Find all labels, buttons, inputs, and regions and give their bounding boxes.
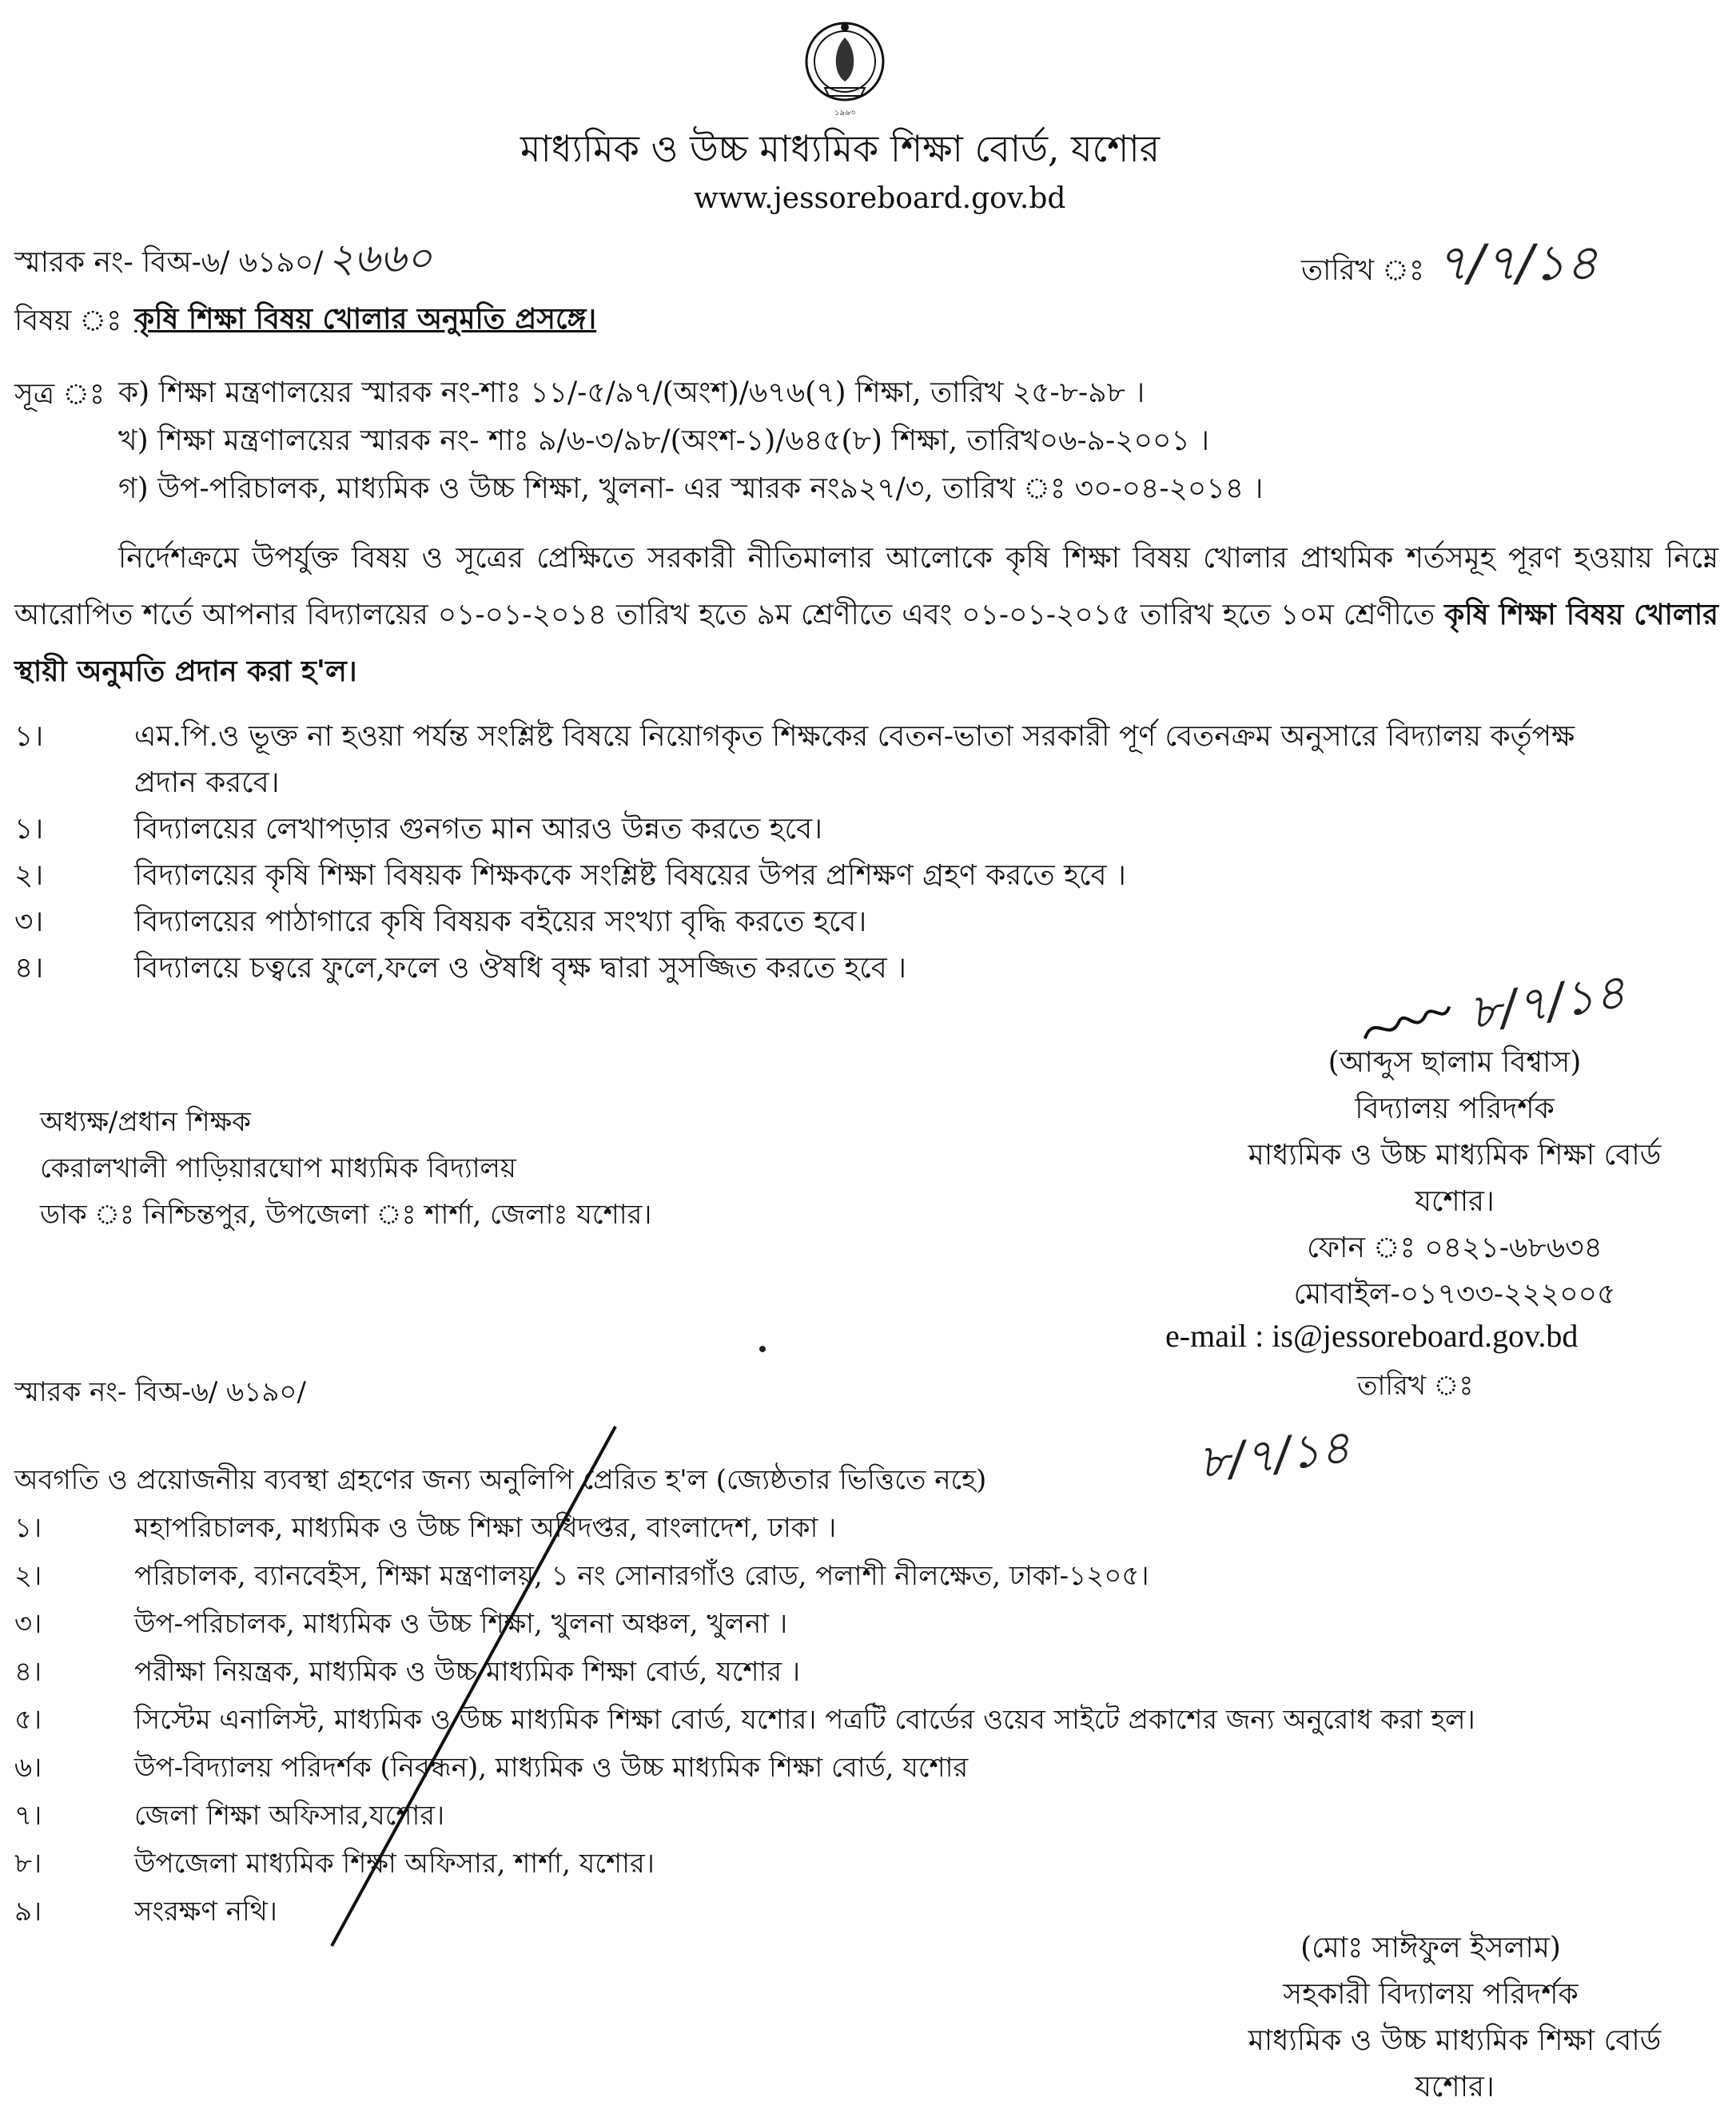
scan-dot xyxy=(759,1346,766,1352)
signatory2-title: সহকারী বিদ্যালয় পরিদর্শক xyxy=(1283,1978,1579,2011)
signatory1-email[interactable]: e-mail : is@jessoreboard.gov.bd xyxy=(1165,1318,1579,1354)
condition-item xyxy=(14,854,1126,901)
condition-number: ৩। xyxy=(14,905,44,938)
copy-text: উপ-বিদ্যালয় পরিদর্শক (নিবন্ধন), মাধ্যমিক ও উচ্চ মাধ্যমিক শিক্ষা বোর্ড, যশোর xyxy=(134,1752,969,1784)
signatory2-org: মাধ্যমিক ও উচ্চ মাধ্যমিক শিক্ষা বোর্ড xyxy=(1248,2024,1662,2057)
condition-text: বিদ্যালয়ে চত্বরে ফুলে,ফলে ও ঔষধি বৃক্ষ দ্বারা সুসজ্জিত করতে হবে । xyxy=(134,952,907,985)
memo-handwritten: ২৬৬০ xyxy=(328,235,432,281)
source-item: খ) শিক্ষা মন্ত্রণালয়ের স্মারক নং- শাঃ ৯/৬-৩/৯৮/(অংশ-১)/৬৪৫(৮) শিক্ষা, তারিখ০৬-৯-২০০১ । xyxy=(118,424,1210,457)
condition-text: বিদ্যালয়ের লেখাপড়ার গুনগত মান আরও উন্নত করতে হবে। xyxy=(134,813,823,846)
condition-text: বিদ্যালয়ের পাঠাগারে কৃষি বিষয়ক বইয়ের সংখ্যা বৃদ্ধি করতে হবে। xyxy=(134,905,867,938)
signatory2-city: যশোর। xyxy=(1415,2071,1495,2103)
subject-text: কৃষি শিক্ষা বিষয় খোলার অনুমতি প্রসঙ্গে। xyxy=(134,302,597,336)
source-label: সূত্র ঃ xyxy=(14,378,106,411)
condition-item xyxy=(14,807,822,855)
pen-strike-mark xyxy=(320,1423,623,1953)
copy-text: উপ-পরিচালক, মাধ্যমিক ও উচ্চ শিক্ষা, খুলনা অঞ্চল, খুলনা । xyxy=(134,1608,788,1640)
condition-number: ৪। xyxy=(14,952,44,985)
copy-item xyxy=(14,1699,1475,1745)
condition-number: ১। xyxy=(14,813,44,846)
copy-text: জেলা শিক্ষা অফিসার,যশোর। xyxy=(134,1800,445,1832)
source-item: ক) শিক্ষা মন্ত্রণালয়ের স্মারক নং-শাঃ ১১/-৫/৯৭/(অংশ)/৬৭৬(৭) শিক্ষা, তারিখ ২৫-৮-৯৮ । xyxy=(118,376,1145,409)
board-website[interactable]: www.jessoreboard.gov.bd xyxy=(694,182,1066,215)
signatory2-name: (মোঃ সাঈফুল ইসলাম) xyxy=(1300,1932,1561,1964)
letter-date xyxy=(1301,225,1598,308)
body-paragraph xyxy=(14,531,1718,700)
signatory1-mobile: মোবাইল-০১৭৩৩-২২২০০৫ xyxy=(1293,1278,1616,1311)
copy-intro: অবগতি ও প্রয়োজনীয় ব্যবস্থা গ্রহণের জন্য অনুলিপি প্রেরিত হ'ল (জ্যেষ্ঠতার ভিত্তিতে নহে) xyxy=(14,1464,987,1496)
svg-text:১৯৬৩: ১৯৬৩ xyxy=(834,109,855,117)
copy-number: ২। xyxy=(14,1560,42,1592)
body-text-bold: কৃষি শিক্ষা বিষয় খোলার স্থায়ী অনুমতি প্রদান করা হ'ল। xyxy=(14,598,1718,688)
condition-text: এম.পি.ও ভূক্ত না হওয়া পর্যন্ত সংশ্লিষ্ট বিষয়ে নিয়োগকৃত শিক্ষকের বেতন-ভাতা সরকারী পূর্ণ বেতনক্রম অনুসারে বিদ্যালয় কর্তৃপক্ষ xyxy=(134,720,1575,753)
copy-text: সংরক্ষণ নথি। xyxy=(134,1896,277,1928)
date-label: তারিখ ঃ xyxy=(1301,254,1425,287)
copy-number: ৪। xyxy=(14,1656,42,1688)
condition-item-continuation xyxy=(134,761,280,809)
memo-number xyxy=(14,229,432,295)
copy-date-label: তারিখ ঃ xyxy=(1357,1370,1474,1402)
board-seal xyxy=(801,18,889,121)
condition-text: প্রদান করবে। xyxy=(134,766,280,799)
copy-memo-number: স্মারক নং- বিঅ-৬/ ৬১৯০/ xyxy=(14,1376,306,1408)
condition-number: ২। xyxy=(14,859,44,892)
copy-number: ৩। xyxy=(14,1608,42,1640)
condition-item xyxy=(14,900,866,948)
copy-text: পরীক্ষা নিয়ন্ত্রক, মাধ্যমিক ও উচ্চ মাধ্যমিক শিক্ষা বোর্ড, যশোর । xyxy=(134,1656,801,1688)
signatory1-name: (আব্দুস ছালাম বিশ্বাস) xyxy=(1328,1046,1582,1079)
copy-number: ৯। xyxy=(14,1896,42,1928)
memo-label: স্মারক নং- বিঅ-৬/ ৬১৯০/ xyxy=(14,246,324,279)
date-handwritten: ৭/৭/১৪ xyxy=(1435,233,1598,292)
signature-date: ৮/৭/১৪ xyxy=(1465,964,1630,1041)
condition-item xyxy=(14,714,1575,762)
source-item: গ) উপ-পরিচালক, মাধ্যমিক ও উচ্চ শিক্ষা, খুলনা- এর স্মারক নং৯২৭/৩, তারিখ ঃ ৩০-০৪-২০১৪ । xyxy=(118,472,1264,505)
body-text: নির্দেশক্রমে উপর্যুক্ত বিষয় ও সূত্রের প্রেক্ষিতে সরকারী নীতিমালার আলোকে কৃষি শিক্ষা বিষয় খোলার প্রাথমিক শর্তসমূহ পূরণ হওয়ায় নিম্নে আরোপিত শর্তে আপনার বিদ্যালয়ের ০১-০১-২০১৪ তারিখ হতে ৯ম শ্রেণীতে এবং ০১-০১-২০১৫ তারিখ হতে ১০ম শ্রেণীতে xyxy=(14,542,1718,631)
recipient-line2: কেরালখালী পাড়িয়ারঘোপ মাধ্যমিক বিদ্যালয় xyxy=(40,1152,516,1184)
copy-item xyxy=(14,1891,277,1936)
copy-text: উপজেলা মাধ্যমিক শিক্ষা অফিসার, শার্শা, যশোর। xyxy=(134,1848,655,1880)
condition-text: বিদ্যালয়ের কৃষি শিক্ষা বিষয়ক শিক্ষককে সংশ্লিষ্ট বিষয়ের উপর প্রশিক্ষণ গ্রহণ করতে হবে । xyxy=(134,859,1126,892)
copy-text: সিস্টেম এনালিস্ট, মাধ্যমিক ও উচ্চ মাধ্যমিক শিক্ষা বোর্ড, যশোর। পত্রটি বোর্ডের ওয়েব সাইটে প্রকাশের জন্য অনুরোধ করা হল। xyxy=(134,1704,1475,1736)
copy-number: ৫। xyxy=(14,1704,42,1736)
board-name: মাধ্যমিক ও উচ্চ মাধ্যমিক শিক্ষা বোর্ড, যশোর xyxy=(520,127,1161,170)
copy-date-handwritten: ৮/৭/১৪ xyxy=(1196,1419,1353,1490)
copy-number: ১। xyxy=(14,1512,42,1544)
signatory1-org: মাধ্যমিক ও উচ্চ মাধ্যমিক শিক্ষা বোর্ড xyxy=(1248,1139,1662,1172)
condition-number: ১। xyxy=(14,720,44,753)
copy-number: ৬। xyxy=(14,1752,42,1784)
copy-text: মহাপরিচালক, মাধ্যমিক ও উচ্চ শিক্ষা অধিদপ্তর, বাংলাদেশ, ঢাকা । xyxy=(134,1512,837,1544)
condition-item xyxy=(14,946,906,994)
signatory1-title: বিদ্যালয় পরিদর্শক xyxy=(1355,1092,1555,1125)
recipient-line1: অধ্যক্ষ/প্রধান শিক্ষক xyxy=(40,1106,251,1138)
copy-number: ৮। xyxy=(14,1848,42,1880)
signatory1-city: যশোর। xyxy=(1415,1185,1495,1218)
copy-text: পরিচালক, ব্যানবেইস, শিক্ষা মন্ত্রণালয়, ১ নং সোনারগাঁও রোড, পলাশী নীলক্ষেত, ঢাকা-১২০৫। xyxy=(134,1560,1149,1592)
copy-number: ৭। xyxy=(14,1800,42,1832)
recipient-line3: ডাক ঃ নিশ্চিন্তপুর, উপজেলা ঃ শার্শা, জেলাঃ যশোর। xyxy=(40,1199,652,1231)
subject-label: বিষয় ঃ xyxy=(14,304,122,337)
signatory1-phone: ফোন ঃ ০৪২১-৬৮৬৩৪ xyxy=(1307,1232,1603,1264)
